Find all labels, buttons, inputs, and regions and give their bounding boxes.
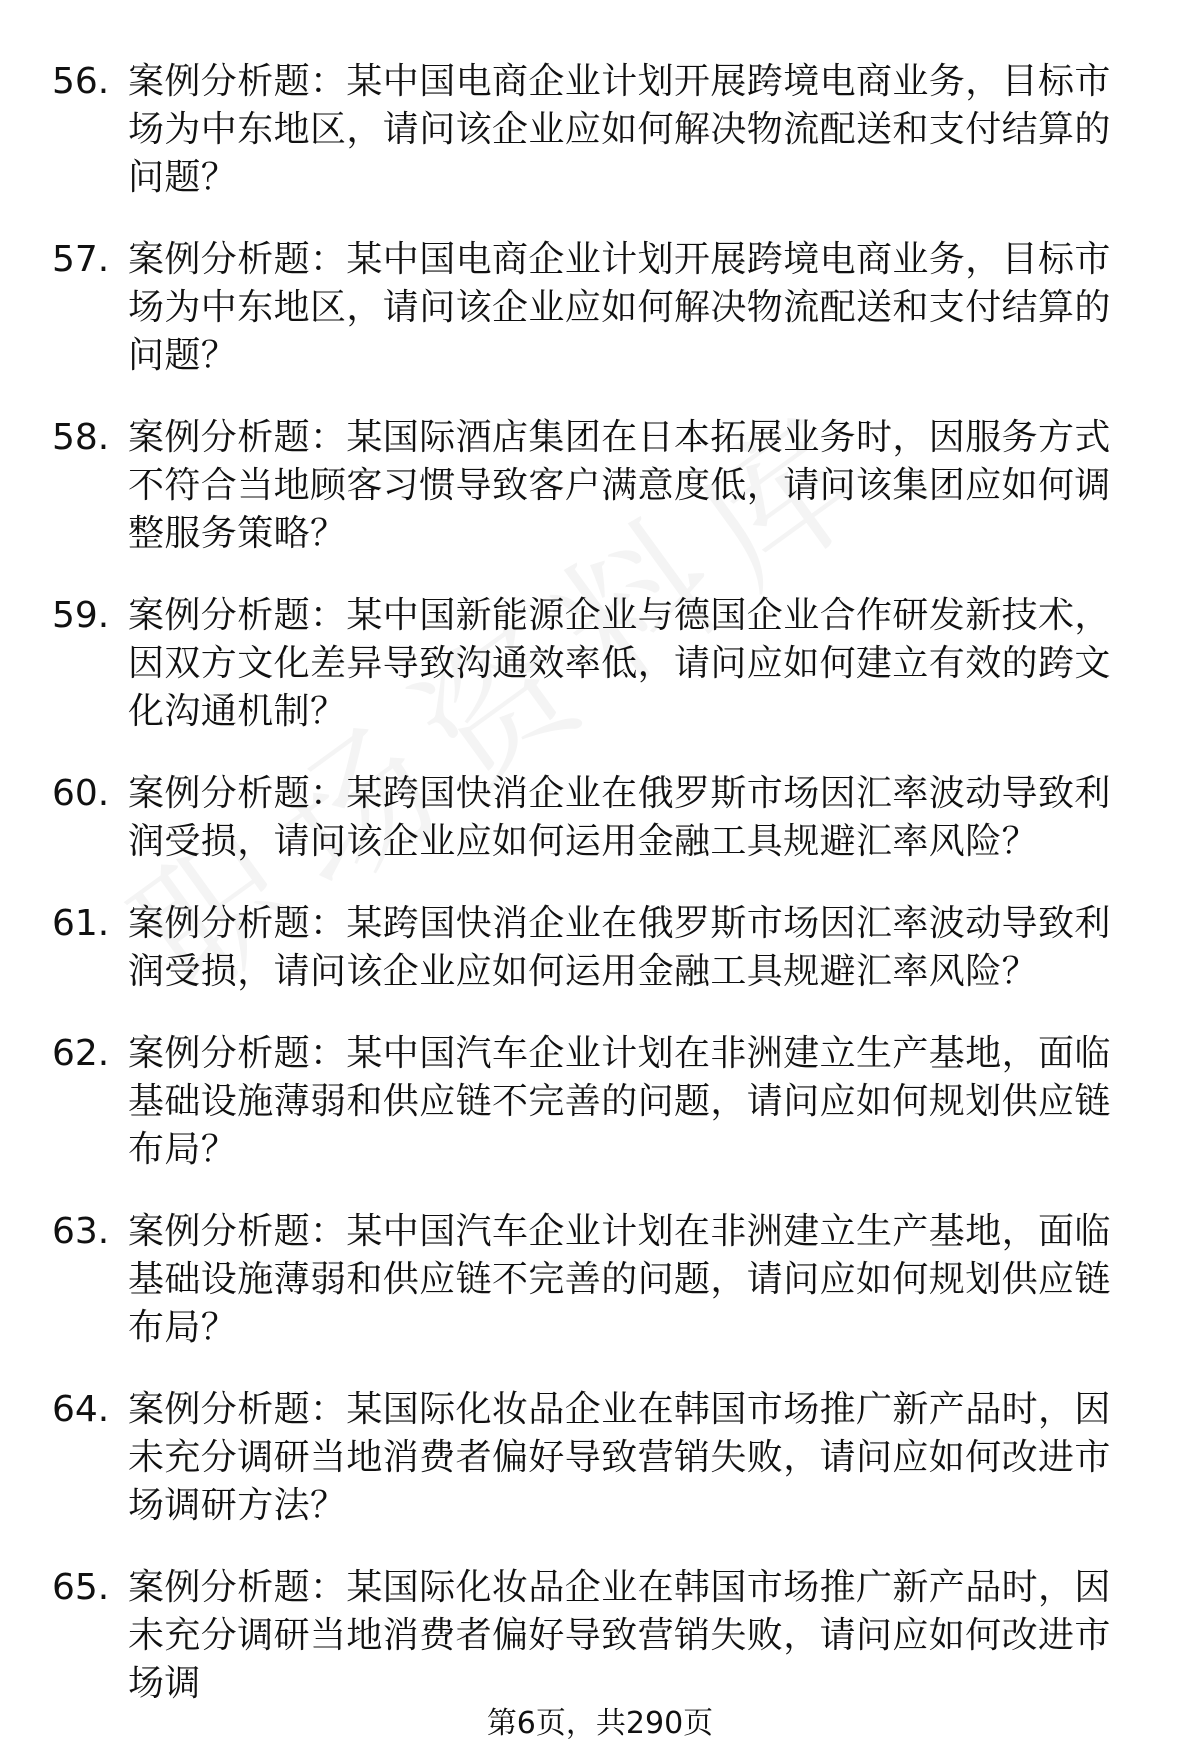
question-item [52, 414, 1142, 558]
question-item [52, 58, 1142, 202]
question-item [52, 1564, 1142, 1708]
question-text: 案例分析题：某国际化妆品企业在韩国市场推广新产品时，因未充分调研当地消费者偏好导致营销失败，请问应如何改进市场调研方法？ [128, 1389, 1111, 1526]
question-number: 58. [52, 417, 110, 458]
question-item [52, 1030, 1142, 1174]
question-number: 65. [52, 1567, 110, 1608]
question-item [52, 592, 1142, 736]
question-text: 案例分析题：某中国新能源企业与德国企业合作研发新技术，因双方文化差异导致沟通效率低，请问应如何建立有效的跨文化沟通机制？ [128, 595, 1111, 732]
question-item [52, 236, 1142, 380]
question-number: 63. [52, 1211, 110, 1252]
question-number: 59. [52, 595, 110, 636]
question-text: 案例分析题：某中国电商企业计划开展跨境电商业务，目标市场为中东地区，请问该企业应如何解决物流配送和支付结算的问题？ [128, 61, 1111, 198]
question-number: 57. [52, 239, 110, 280]
question-number: 61. [52, 903, 110, 944]
question-item [52, 1208, 1142, 1352]
question-item [52, 900, 1142, 996]
question-text: 案例分析题：某跨国快消企业在俄罗斯市场因汇率波动导致利润受损，请问该企业应如何运用金融工具规避汇率风险？ [128, 773, 1111, 862]
question-item [52, 770, 1142, 866]
question-text: 案例分析题：某中国电商企业计划开展跨境电商业务，目标市场为中东地区，请问该企业应如何解决物流配送和支付结算的问题？ [128, 239, 1111, 376]
question-text: 案例分析题：某中国汽车企业计划在非洲建立生产基地，面临基础设施薄弱和供应链不完善的问题，请问应如何规划供应链布局？ [128, 1211, 1111, 1348]
question-number: 60. [52, 773, 110, 814]
question-item [52, 1386, 1142, 1530]
question-text: 案例分析题：某国际酒店集团在日本拓展业务时，因服务方式不符合当地顾客习惯导致客户满意度低，请问该集团应如何调整服务策略？ [128, 417, 1111, 554]
question-text: 案例分析题：某跨国快消企业在俄罗斯市场因汇率波动导致利润受损，请问该企业应如何运用金融工具规避汇率风险？ [128, 903, 1111, 992]
question-number: 56. [52, 61, 110, 102]
page-footer: 第6页，共290页 [486, 1706, 714, 1741]
question-text: 案例分析题：某中国汽车企业计划在非洲建立生产基地，面临基础设施薄弱和供应链不完善的问题，请问应如何规划供应链布局？ [128, 1033, 1111, 1170]
question-number: 62. [52, 1033, 110, 1074]
question-text: 案例分析题：某国际化妆品企业在韩国市场推广新产品时，因未充分调研当地消费者偏好导致营销失败，请问应如何改进市场调 [128, 1567, 1111, 1704]
question-list [52, 58, 1142, 1742]
question-number: 64. [52, 1389, 110, 1430]
